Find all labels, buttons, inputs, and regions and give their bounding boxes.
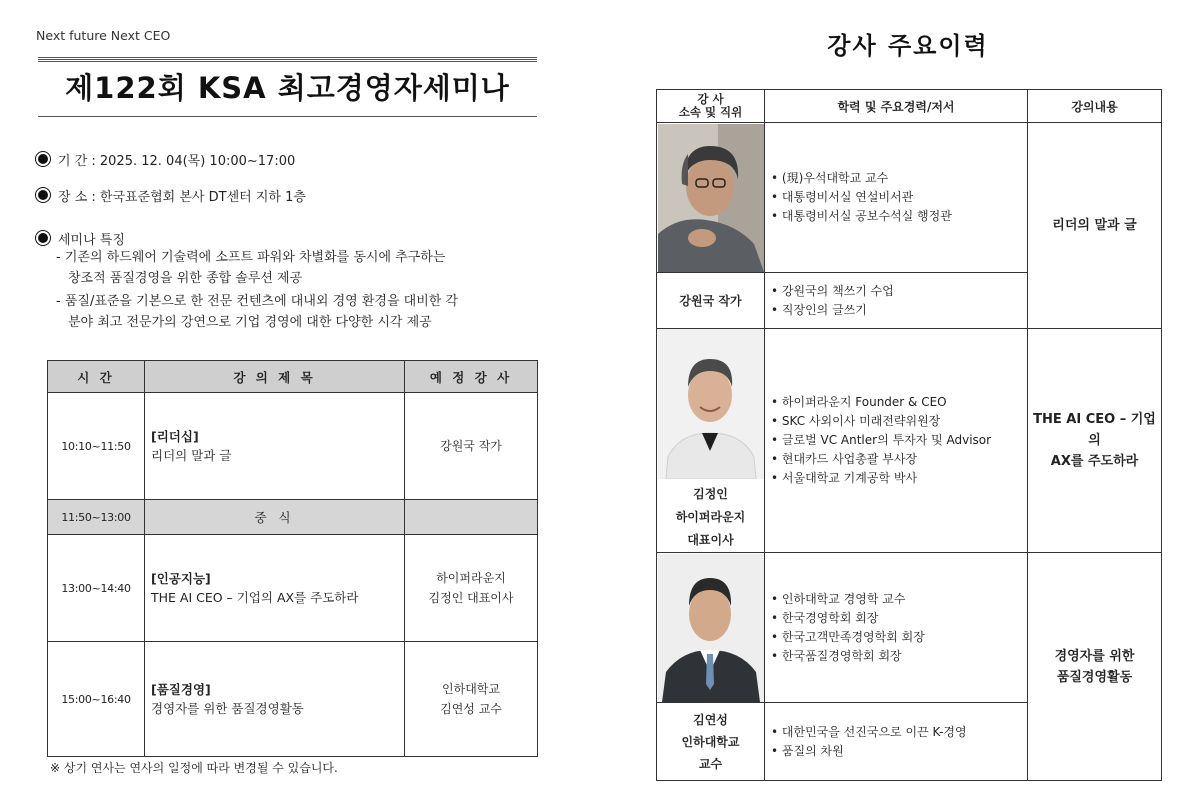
lecturer-profile-table [656, 89, 1162, 781]
tagline: Next future Next CEO [36, 28, 171, 43]
session-time: 15:00~16:40 [48, 642, 145, 757]
portrait-cell [657, 123, 765, 273]
feature-line: - 품질/표준을 기본으로 한 전문 컨텐츠에 대내외 경영 환경을 대비한 각 [56, 294, 459, 309]
name-line: 하이퍼라운지 [675, 510, 746, 524]
lecturer-name [657, 703, 765, 781]
lecture-content [1028, 553, 1162, 781]
career-item: • 글로벌 VC Antler의 투자자 및 Advisor [771, 431, 1026, 450]
table-row [48, 535, 538, 642]
table-row [657, 123, 1162, 273]
books-cell [765, 273, 1028, 329]
session-title: THE AI CEO – 기업의 AX를 주도하라 [151, 590, 359, 605]
circle-bullet-icon [36, 152, 50, 166]
career-item: • 한국경영학회 회장 [771, 609, 1026, 628]
header-time: 시 간 [48, 361, 145, 393]
portrait-name-cell [657, 329, 765, 553]
lecturer-name [657, 273, 765, 329]
career-item: • 인하대학교 경영학 교수 [771, 590, 1026, 609]
session-speaker [405, 393, 538, 500]
name-line: 교수 [698, 756, 723, 771]
session-time: 13:00~14:40 [48, 535, 145, 642]
name-line: 대표이사 [687, 533, 734, 547]
features-heading-line [36, 229, 125, 248]
book-item: • 직장인의 글쓰기 [771, 301, 1026, 320]
speaker-line: 김연성 교수 [440, 702, 502, 716]
career-item: • 대통령비서실 공보수석실 행정관 [771, 207, 1026, 226]
name-line: 인하대학교 [681, 734, 740, 749]
header-lecturer-line: 소속 및 직위 [678, 105, 743, 119]
table-row [657, 329, 1162, 553]
session-speaker [405, 535, 538, 642]
lecturer-portrait-image [658, 554, 764, 702]
lunch-speaker-empty [405, 500, 538, 535]
header-lecture: 강의내용 [1028, 90, 1162, 123]
name-line: 김연성 [693, 712, 728, 727]
books-cell [765, 703, 1028, 781]
features-heading: 세미나 특징 [58, 233, 125, 248]
lecture-line: 경영자를 위한 [1054, 648, 1135, 664]
header-lecturer-line: 강 사 [697, 92, 724, 106]
lecture-content [1028, 123, 1162, 329]
table-row [48, 642, 538, 757]
session-time: 10:10~11:50 [48, 393, 145, 500]
lecture-content [1028, 329, 1162, 553]
lecturer-name [657, 483, 764, 552]
career-cell [765, 329, 1028, 553]
lecturer-portrait-image [658, 329, 764, 479]
portrait-cell [657, 553, 765, 703]
period-line [36, 150, 295, 169]
schedule-header-row [48, 361, 538, 393]
speaker-line: 인하대학교 [442, 682, 500, 696]
session-tag: [인공지능] [151, 571, 211, 586]
header-career: 학력 및 주요경력/저서 [765, 90, 1028, 123]
schedule-note: ※ 상기 연사는 연사의 일정에 따라 변경될 수 있습니다. [50, 761, 338, 775]
lecture-line: 리더의 말과 글 [1052, 218, 1137, 233]
career-item: • 한국품질경영학회 회장 [771, 647, 1026, 666]
header-speaker: 예 정 강 사 [405, 361, 538, 393]
seminar-title: 제122회 KSA 최고경영자세미나 [65, 71, 510, 105]
bio-header-row [657, 90, 1162, 123]
career-item: • 현대카드 사업총괄 부사장 [771, 450, 1026, 469]
header-lecturer [657, 90, 765, 123]
venue-text: 장 소 : 한국표준협회 본사 DT센터 지하 1층 [58, 190, 306, 205]
schedule-table [47, 360, 538, 757]
career-item: • 하이퍼라운지 Founder & CEO [771, 393, 1026, 412]
feature-line: 분야 최고 전문가의 강연으로 기업 경영에 대한 다양한 시각 제공 [68, 315, 432, 330]
circle-bullet-icon [36, 188, 50, 202]
career-item: • SKC 사외이사 미래전략위원장 [771, 412, 1026, 431]
lecturer-portrait-image [658, 124, 764, 272]
table-row-lunch [48, 500, 538, 535]
session-time: 11:50~13:00 [48, 500, 145, 535]
name-line: 강원국 작가 [679, 293, 742, 308]
lecture-line: THE AI CEO – 기업의 [1033, 412, 1156, 448]
period-text: 기 간 : 2025. 12. 04(목) 10:00~17:00 [58, 154, 296, 169]
speaker-line: 김정인 대표이사 [428, 591, 514, 605]
book-item: • 품질의 차원 [771, 742, 1026, 761]
name-line: 김정인 [693, 487, 728, 501]
title-rule-bottom [38, 116, 537, 117]
circle-bullet-icon [36, 231, 50, 245]
session-topic [145, 642, 405, 757]
session-title: 경영자를 위한 품질경영활동 [151, 701, 304, 716]
lunch-label: 중 식 [145, 500, 405, 535]
session-topic [145, 535, 405, 642]
session-tag: [리더십] [151, 429, 199, 444]
career-item: • 서울대학교 기계공학 박사 [771, 469, 1026, 488]
venue-line [36, 186, 306, 205]
session-topic [145, 393, 405, 500]
feature-line: 창조적 품질경영을 위한 종합 솔루션 제공 [68, 271, 303, 286]
lecture-line: AX를 주도하라 [1050, 454, 1139, 469]
career-item: • 대통령비서실 연설비서관 [771, 188, 1026, 207]
header-title: 강 의 제 목 [145, 361, 405, 393]
career-item: • (現)우석대학교 교수 [771, 169, 1026, 188]
book-item: • 대한민국을 선진국으로 이끈 K-경영 [771, 723, 1026, 742]
session-tag: [품질경영] [151, 682, 211, 697]
table-row [657, 553, 1162, 703]
session-title: 리더의 말과 글 [151, 448, 232, 463]
lecturer-profile-title: 강사 주요이력 [827, 32, 989, 60]
feature-line: - 기존의 하드웨어 기술력에 소프트 파워와 차별화를 동시에 추구하는 [56, 250, 446, 265]
speaker-line: 강원국 작가 [440, 439, 502, 453]
career-cell [765, 123, 1028, 273]
book-item: • 강원국의 책쓰기 수업 [771, 282, 1026, 301]
session-speaker [405, 642, 538, 757]
career-cell [765, 553, 1028, 703]
speaker-line: 하이퍼라운지 [436, 571, 506, 585]
lecture-line: 품질경영활동 [1056, 669, 1133, 685]
career-item: • 한국고객만족경영학회 회장 [771, 628, 1026, 647]
table-row [48, 393, 538, 500]
title-rule-top [38, 57, 537, 60]
